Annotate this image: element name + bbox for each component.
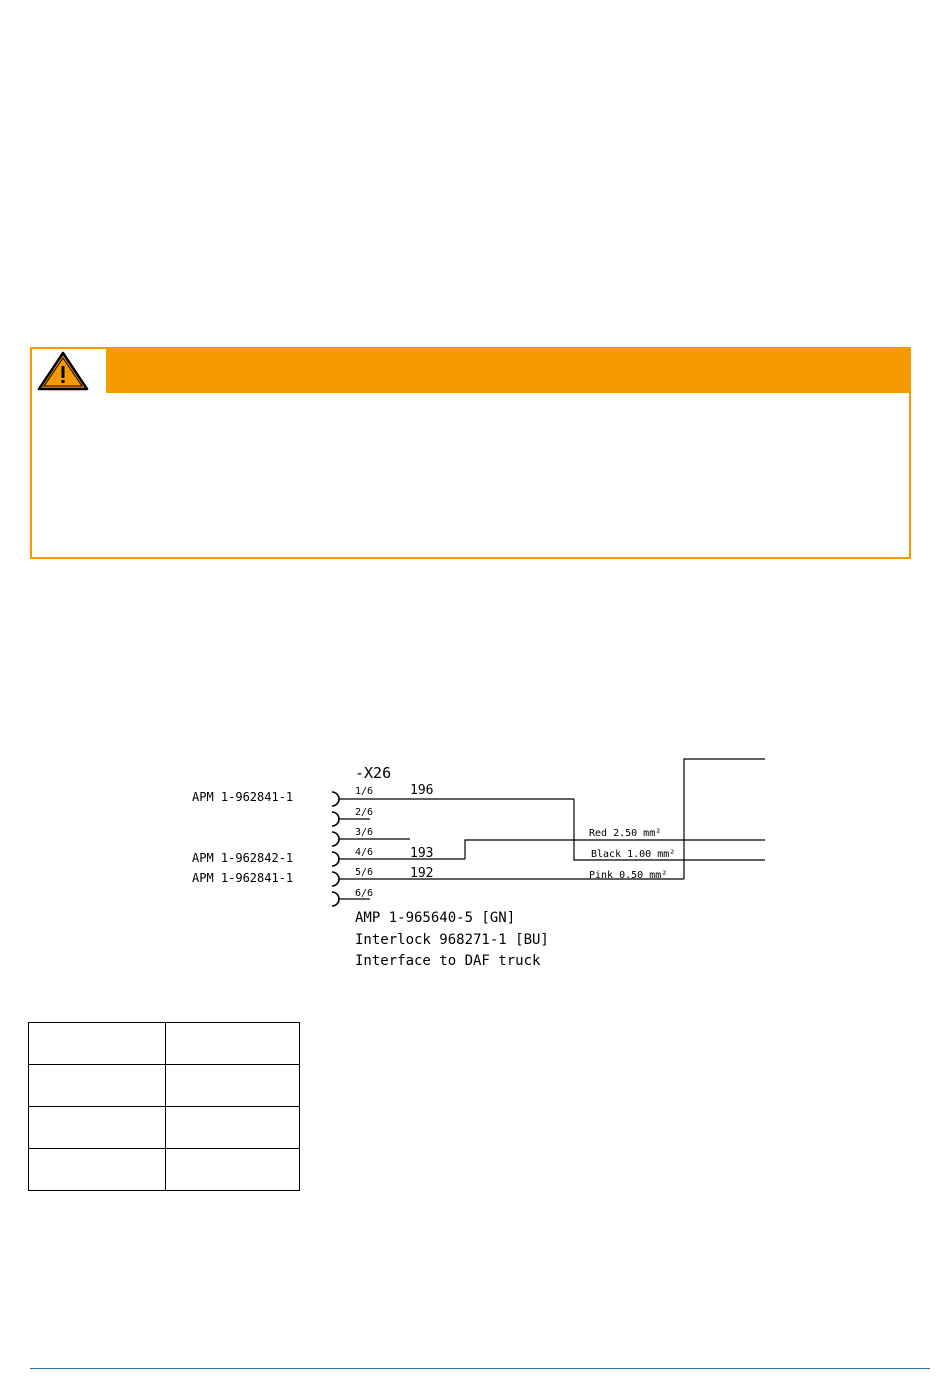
wire-label: Red 2.50 mm² <box>589 828 662 839</box>
wire-number: 196 <box>410 783 434 798</box>
table-row <box>29 1023 300 1065</box>
pin-number: 5/6 <box>355 867 374 878</box>
wire-label: Black 1.00 mm² <box>591 849 676 860</box>
table-cell <box>166 1149 300 1191</box>
warning-triangle-icon <box>32 349 106 393</box>
empty-table <box>28 1022 300 1191</box>
left-label: APM 1-962841-1 <box>192 871 294 885</box>
connector-note: Interlock 968271-1 [BU] <box>355 932 549 948</box>
pin-contact <box>332 792 339 806</box>
pin-number: 6/6 <box>355 888 374 899</box>
table-row <box>29 1065 300 1107</box>
pin-number: 2/6 <box>355 807 374 818</box>
wire-routes <box>465 759 765 879</box>
pin-contact <box>332 812 339 826</box>
pin-contact <box>332 892 339 906</box>
table-cell <box>29 1023 166 1065</box>
pin-contacts <box>332 792 339 906</box>
wire-number: 192 <box>410 866 434 881</box>
table-cell <box>166 1065 300 1107</box>
table-cell <box>29 1149 166 1191</box>
pin-number: 3/6 <box>355 827 374 838</box>
left-label: APM 1-962842-1 <box>192 851 294 865</box>
pin-number: 1/6 <box>355 786 374 797</box>
connector-note: AMP 1-965640-5 [GN] <box>355 910 516 926</box>
pin-contact <box>332 832 339 846</box>
wiring-diagram <box>180 740 780 980</box>
left-label: APM 1-962841-1 <box>192 790 294 804</box>
table-cell <box>166 1023 300 1065</box>
table-row <box>29 1107 300 1149</box>
table-cell <box>29 1107 166 1149</box>
table-row <box>29 1149 300 1191</box>
warning-box <box>30 347 911 559</box>
wire-label: Pink 0.50 mm² <box>589 870 668 881</box>
table-cell <box>29 1065 166 1107</box>
footer-rule <box>30 1368 930 1369</box>
connector-id: -X26 <box>355 764 392 782</box>
table-cell <box>166 1107 300 1149</box>
wire-number: 193 <box>410 846 434 861</box>
warning-header-bar <box>106 349 909 393</box>
pin-contact <box>332 872 339 886</box>
pin-contact <box>332 852 339 866</box>
connector-note: Interface to DAF truck <box>355 953 541 969</box>
pin-number: 4/6 <box>355 847 374 858</box>
